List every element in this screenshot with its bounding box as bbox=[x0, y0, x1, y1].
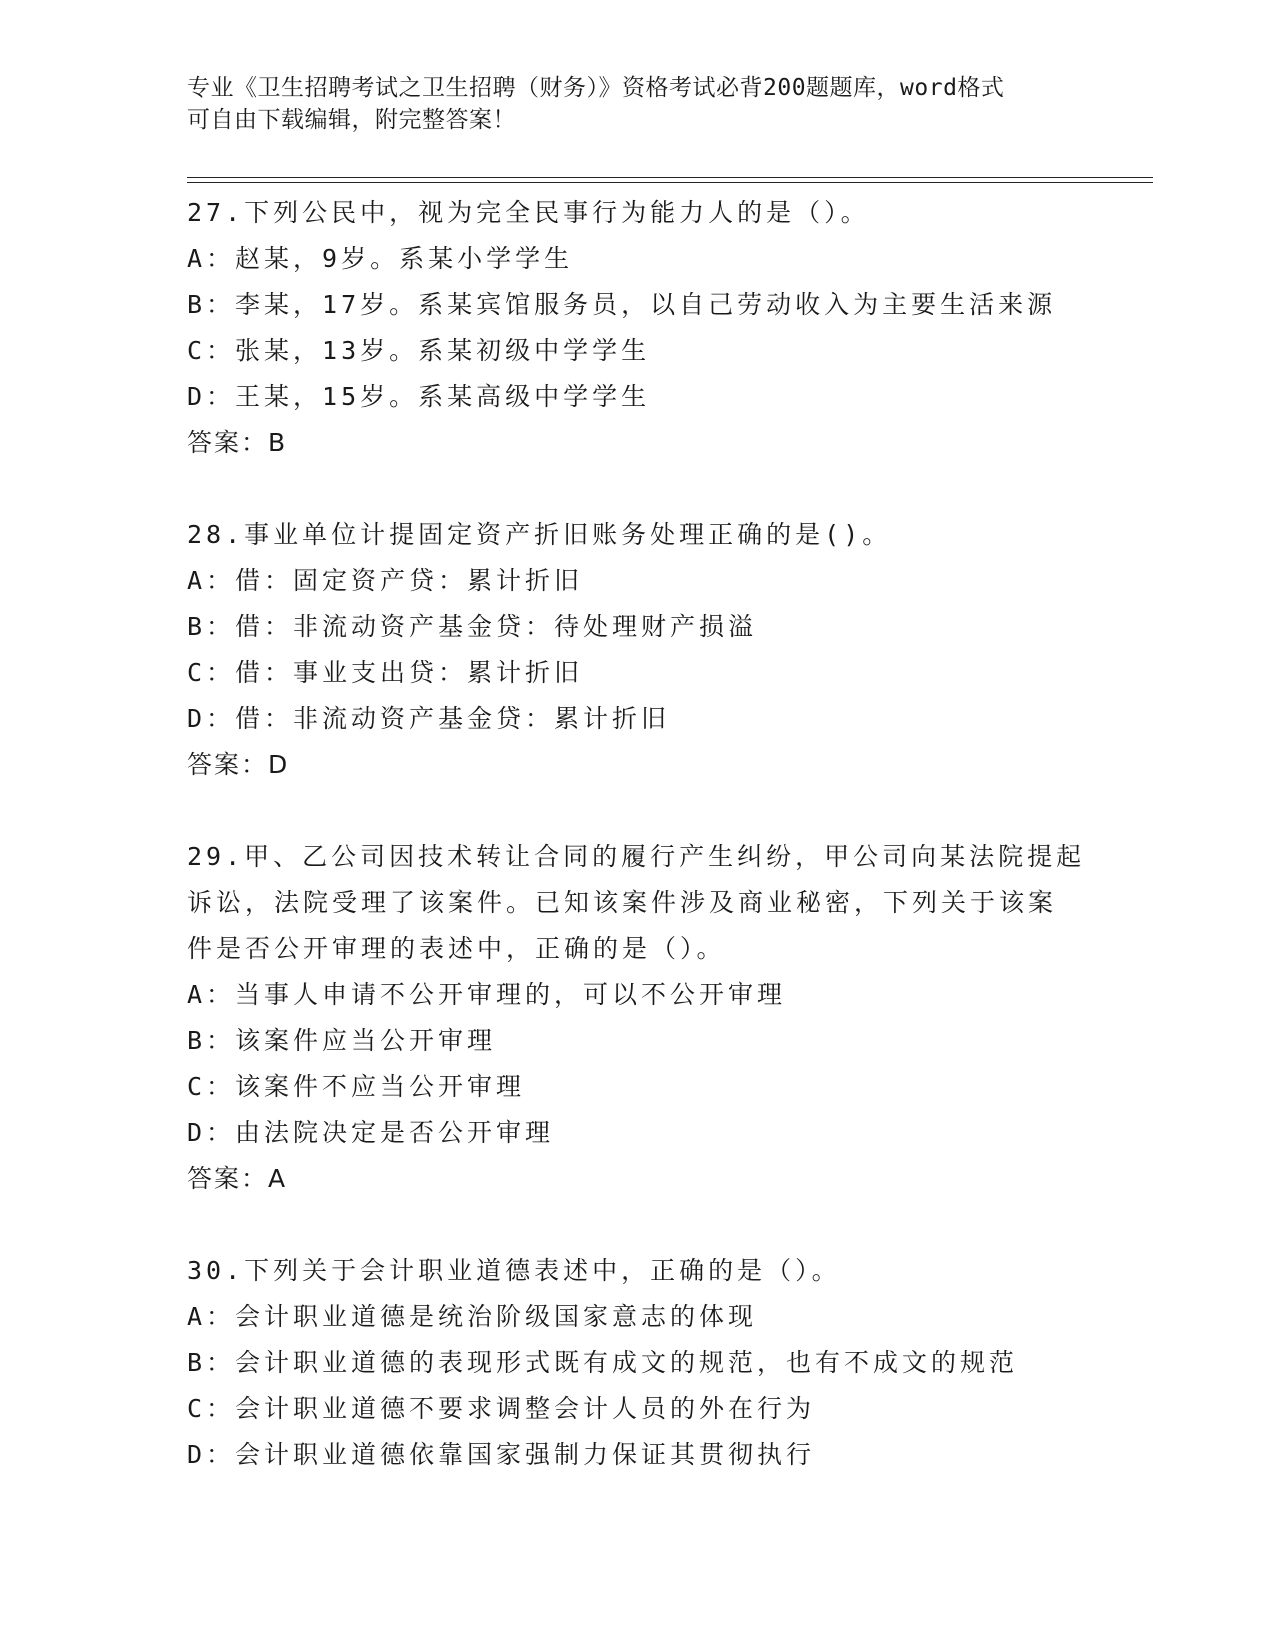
option-d: D：会计职业道德依靠国家强制力保证其贯彻执行 bbox=[187, 1440, 816, 1469]
answer-line: 答案：B bbox=[187, 428, 288, 457]
answer-line: 答案：D bbox=[187, 750, 290, 779]
header-title-line-2: 可自由下载编辑，附完整答案！ bbox=[187, 107, 516, 133]
question-30 bbox=[187, 1248, 1107, 1478]
option-b: B：会计职业道德的表现形式既有成文的规范，也有不成文的规范 bbox=[187, 1348, 1019, 1377]
option-a: A：会计职业道德是统治阶级国家意志的体现 bbox=[187, 1302, 758, 1331]
option-b: B：借：非流动资产基金贷：待处理财产损溢 bbox=[187, 612, 758, 641]
option-a: A：赵某，9岁。系某小学学生 bbox=[187, 244, 574, 273]
question-29 bbox=[187, 834, 1107, 1202]
option-d: D：王某，15岁。系某高级中学学生 bbox=[187, 382, 651, 411]
option-c: C：借：事业支出贷：累计折旧 bbox=[187, 658, 584, 687]
option-b: B：李某，17岁。系某宾馆服务员，以自己劳动收入为主要生活来源 bbox=[187, 290, 1057, 319]
document-header bbox=[187, 72, 1087, 136]
option-c: C：该案件不应当公开审理 bbox=[187, 1072, 526, 1101]
answer-line: 答案：A bbox=[187, 1164, 288, 1193]
question-list bbox=[187, 190, 1107, 1524]
option-a: A：借：固定资产贷：累计折旧 bbox=[187, 566, 584, 595]
question-stem-line-3: 件是否公开审理的表述中，正确的是（）。 bbox=[187, 934, 726, 963]
question-stem: 30.下列关于会计职业道德表述中，正确的是（）。 bbox=[187, 1256, 841, 1285]
option-d: D：由法院决定是否公开审理 bbox=[187, 1118, 555, 1147]
header-double-rule bbox=[187, 177, 1153, 183]
header-title-line-1: 专业《卫生招聘考试之卫生招聘（财务）》资格考试必背200题题库，word格式 bbox=[187, 75, 1005, 101]
option-c: C：会计职业道德不要求调整会计人员的外在行为 bbox=[187, 1394, 816, 1423]
option-a: A：当事人申请不公开审理的，可以不公开审理 bbox=[187, 980, 787, 1009]
question-stem: 27.下列公民中，视为完全民事行为能力人的是（）。 bbox=[187, 198, 870, 227]
option-b: B：该案件应当公开审理 bbox=[187, 1026, 497, 1055]
question-27 bbox=[187, 190, 1107, 466]
question-stem-line-1: 29.甲、乙公司因技术转让合同的履行产生纠纷，甲公司向某法院提起 bbox=[187, 842, 1086, 871]
question-stem: 28.事业单位计提固定资产折旧账务处理正确的是()。 bbox=[187, 520, 892, 549]
question-stem-line-2: 诉讼，法院受理了该案件。已知该案件涉及商业秘密，下列关于该案 bbox=[187, 888, 1058, 917]
option-c: C：张某，13岁。系某初级中学学生 bbox=[187, 336, 651, 365]
question-28 bbox=[187, 512, 1107, 788]
option-d: D：借：非流动资产基金贷：累计折旧 bbox=[187, 704, 671, 733]
